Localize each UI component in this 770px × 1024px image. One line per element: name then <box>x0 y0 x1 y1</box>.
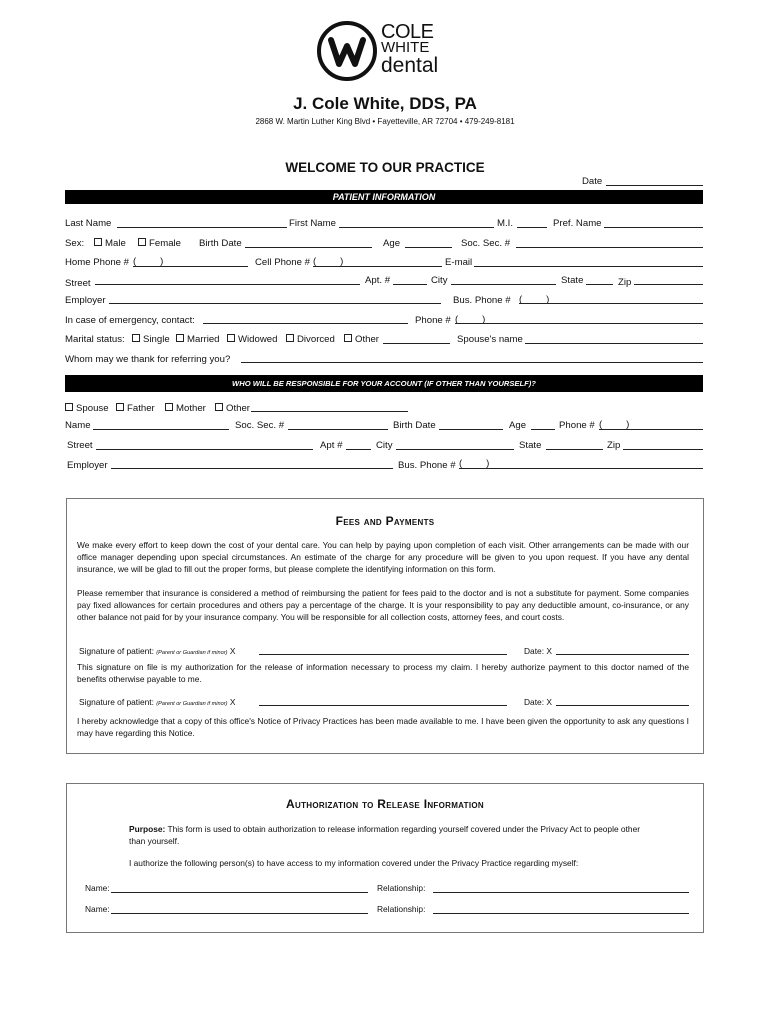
auth-purpose-label: Purpose: <box>129 824 166 834</box>
signature-2 <box>79 697 235 710</box>
home-phone-field[interactable] <box>133 266 248 267</box>
signature-1-x: X <box>229 646 236 656</box>
auth-title: Authorization to Release Information <box>286 797 484 811</box>
marital-label: Marital status: <box>65 334 125 345</box>
city-label: City <box>431 275 448 286</box>
resp-age-field[interactable] <box>531 429 555 430</box>
resp-apt-field[interactable] <box>346 449 371 450</box>
other-label: Other <box>355 334 379 345</box>
email-field[interactable] <box>474 266 703 267</box>
age-label: Age <box>383 238 401 249</box>
divorced-option[interactable] <box>286 334 335 345</box>
resp-spouse-label: Spouse <box>76 403 109 414</box>
practice-address: 2868 W. Martin Luther King Blvd • Fayetteville, AR 72704 • 479-249-8181 <box>255 117 515 126</box>
emergency-phone-field[interactable] <box>455 323 703 324</box>
signature-1-field[interactable] <box>259 654 507 655</box>
auth-name-2-label: Name: <box>85 904 110 914</box>
auth-authorize-text: I authorize the following person(s) to have access to my information covered under the Privacy Practice regarding myself: <box>129 858 579 868</box>
patient-info-banner: PATIENT INFORMATION <box>65 190 703 204</box>
cell-phone-label: Cell Phone # <box>255 257 310 268</box>
resp-street-field[interactable] <box>96 449 313 450</box>
resp-other-checkbox[interactable] <box>215 403 223 411</box>
home-phone-paren: ( ) <box>133 256 164 267</box>
resp-soc-sec-field[interactable] <box>288 429 388 430</box>
signature-2-field[interactable] <box>259 705 507 706</box>
resp-name-label: Name <box>65 420 91 431</box>
resp-zip-label: Zip <box>607 440 621 451</box>
pref-name-label: Pref. Name <box>553 218 602 229</box>
birth-date-field[interactable] <box>245 247 372 248</box>
male-label: Male <box>105 238 126 249</box>
logo <box>317 20 457 82</box>
signature-1 <box>79 646 235 659</box>
other-option[interactable] <box>344 334 379 345</box>
last-name-label: Last Name <box>65 218 112 229</box>
referring-field[interactable] <box>241 362 703 363</box>
date-label: Date <box>582 176 603 187</box>
first-name-label: First Name <box>289 218 336 229</box>
resp-zip-field[interactable] <box>623 449 703 450</box>
other-checkbox[interactable] <box>344 334 352 342</box>
resp-phone-paren: ( ) <box>599 419 630 430</box>
auth-relationship-2-label: Relationship: <box>377 904 426 914</box>
divorced-checkbox[interactable] <box>286 334 294 342</box>
logo-w-icon <box>317 20 377 82</box>
signature-1-date-label: Date: X <box>524 646 552 656</box>
home-phone-label: Home Phone # <box>65 257 129 268</box>
resp-mother-label: Mother <box>176 403 206 414</box>
married-option[interactable] <box>176 334 220 345</box>
bus-phone-field[interactable] <box>519 303 703 304</box>
spouse-name-field[interactable] <box>525 343 703 344</box>
resp-age-label: Age <box>509 420 527 431</box>
widowed-label: Widowed <box>238 334 278 345</box>
resp-mother-checkbox[interactable] <box>165 403 173 411</box>
soc-sec-label: Soc. Sec. # <box>461 238 511 249</box>
resp-spouse-option[interactable] <box>65 403 109 414</box>
last-name-field[interactable] <box>117 227 287 228</box>
resp-phone-field[interactable] <box>599 429 703 430</box>
auth-purpose-text: This form is used to obtain authorization to release information regarding yourself covered under the Privacy Act to people other than yourself. <box>129 824 641 846</box>
resp-bus-phone-paren: ( ) <box>459 458 490 469</box>
male-checkbox[interactable] <box>94 238 102 246</box>
signature-2-x: X <box>229 697 236 707</box>
spouse-name-label: Spouse's name <box>457 334 523 345</box>
emergency-phone-label: Phone # <box>415 315 451 326</box>
logo-line1: COLE <box>381 21 434 43</box>
responsible-banner: WHO WILL BE RESPONSIBLE FOR YOUR ACCOUNT (IF OTHER THAN YOURSELF)? <box>65 375 703 392</box>
logo-line3: dental <box>381 54 439 77</box>
resp-city-field[interactable] <box>396 449 514 450</box>
city-field[interactable] <box>451 284 556 285</box>
auth-name-1-label: Name: <box>85 883 110 893</box>
bus-phone-paren: ( ) <box>519 294 550 305</box>
bus-phone-label: Bus. Phone # <box>453 295 511 306</box>
soc-sec-field[interactable] <box>516 247 703 248</box>
signature-2-date-field[interactable] <box>556 705 689 706</box>
date-field[interactable] <box>606 185 703 186</box>
resp-bus-phone-label: Bus. Phone # <box>398 460 456 471</box>
fees-paragraph-1: We make every effort to keep down the cost of your dental care. You can help by paying upon completion of each visit. Other arrangements can be made with our office manager depending upon special circumstances. An estimate of the charge for any procedure will be given to you upon request. If you have any dental insurance, we will be glad to fill out the proper forms, but please complete the identifying information on this form. <box>77 540 689 574</box>
apt-field[interactable] <box>393 284 427 285</box>
apt-label: Apt. # <box>365 275 391 286</box>
zip-field[interactable] <box>634 284 703 285</box>
resp-mother-option[interactable] <box>165 403 206 414</box>
sex-label: Sex: <box>65 238 85 249</box>
resp-other-label: Other <box>226 403 250 414</box>
fees-paragraph-3: This signature on file is my authorization for the release of information necessary to process my claim. I hereby authorize payment to this doctor named of the benefits otherwise payable to me. <box>77 662 689 684</box>
cell-phone-field[interactable] <box>313 266 442 267</box>
street-label: Street <box>65 278 91 289</box>
resp-name-field[interactable] <box>93 429 229 430</box>
referring-label: Whom may we thank for referring you? <box>65 354 231 365</box>
cell-phone-paren: ( ) <box>313 256 344 267</box>
state-field[interactable] <box>586 284 613 285</box>
resp-other-option[interactable] <box>215 403 250 414</box>
street-field[interactable] <box>95 284 360 285</box>
first-name-field[interactable] <box>339 227 494 228</box>
mi-field[interactable] <box>517 227 547 228</box>
fees-paragraph-2: Please remember that insurance is considered a method of reimbursing the patient for fees paid to the doctor and is not a substitute for payment. Some companies pay fixed allowances for certain procedures and others pay a percentage of the charge. It is your responsibility to pay any deductible amount, co-insurance, or any other balance not paid for by your insurance company. You will be responsible for all collection costs, attorney fees, and court costs. <box>77 588 689 622</box>
practice-name: J. Cole White, DDS, PA <box>293 94 477 113</box>
resp-city-label: City <box>376 440 393 451</box>
widowed-checkbox[interactable] <box>227 334 235 342</box>
signature-1-date-field[interactable] <box>556 654 689 655</box>
auth-relationship-2-field[interactable] <box>433 913 689 914</box>
resp-father-label: Father <box>127 403 155 414</box>
female-option[interactable] <box>138 238 181 249</box>
resp-apt-label: Apt # <box>320 440 343 451</box>
employer-label: Employer <box>65 295 106 306</box>
auth-name-1-field[interactable] <box>111 892 368 893</box>
auth-relationship-1-field[interactable] <box>433 892 689 893</box>
single-label: Single <box>143 334 170 345</box>
resp-employer-field[interactable] <box>111 468 393 469</box>
female-label: Female <box>149 238 181 249</box>
signature-2-note: (Parent or Guardian if minor) <box>156 701 228 707</box>
resp-birth-date-label: Birth Date <box>393 420 436 431</box>
zip-label: Zip <box>618 277 632 288</box>
resp-phone-label: Phone # <box>559 420 595 431</box>
birth-date-label: Birth Date <box>199 238 242 249</box>
resp-employer-label: Employer <box>67 460 108 471</box>
male-option[interactable] <box>94 238 126 249</box>
resp-state-label: State <box>519 440 542 451</box>
female-checkbox[interactable] <box>138 238 146 246</box>
pref-name-field[interactable] <box>604 227 703 228</box>
employer-field[interactable] <box>109 303 441 304</box>
married-label: Married <box>187 334 220 345</box>
emergency-field[interactable] <box>203 323 408 324</box>
resp-bus-phone-field[interactable] <box>459 468 703 469</box>
auth-name-2-field[interactable] <box>111 913 368 914</box>
single-checkbox[interactable] <box>132 334 140 342</box>
auth-relationship-1-label: Relationship: <box>377 883 426 893</box>
single-option[interactable] <box>132 334 170 345</box>
welcome-title: WELCOME TO OUR PRACTICE <box>285 160 485 175</box>
fees-title: Fees and Payments <box>335 514 435 528</box>
married-checkbox[interactable] <box>176 334 184 342</box>
signature-2-date-label: Date: X <box>524 697 552 707</box>
signature-2-label: Signature of patient: <box>79 697 154 707</box>
signature-1-note: (Parent or Guardian if minor) <box>156 650 228 656</box>
widowed-option[interactable] <box>227 334 277 345</box>
resp-father-option[interactable] <box>116 403 155 414</box>
other-field[interactable] <box>383 343 450 344</box>
resp-birth-date-field[interactable] <box>439 429 503 430</box>
age-field[interactable] <box>405 247 452 248</box>
auth-purpose <box>129 823 649 847</box>
resp-state-field[interactable] <box>546 449 603 450</box>
emergency-phone-paren: ( ) <box>455 314 486 325</box>
signature-1-label: Signature of patient: <box>79 646 154 656</box>
resp-father-checkbox[interactable] <box>116 403 124 411</box>
resp-street-label: Street <box>67 440 93 451</box>
email-label: E-mail <box>445 257 473 268</box>
state-label: State <box>561 275 584 286</box>
resp-other-field[interactable] <box>251 411 408 412</box>
logo-line2: WHITE <box>381 39 430 56</box>
resp-soc-sec-label: Soc. Sec. # <box>235 420 285 431</box>
fees-paragraph-4: I hereby acknowledge that a copy of this office's Notice of Privacy Practices has been made available to me. I have been given the opportunity to ask any questions I may have regarding this Notice. <box>77 716 689 738</box>
emergency-label: In case of emergency, contact: <box>65 315 195 326</box>
mi-label: M.I. <box>497 218 513 229</box>
divorced-label: Divorced <box>297 334 335 345</box>
resp-spouse-checkbox[interactable] <box>65 403 73 411</box>
